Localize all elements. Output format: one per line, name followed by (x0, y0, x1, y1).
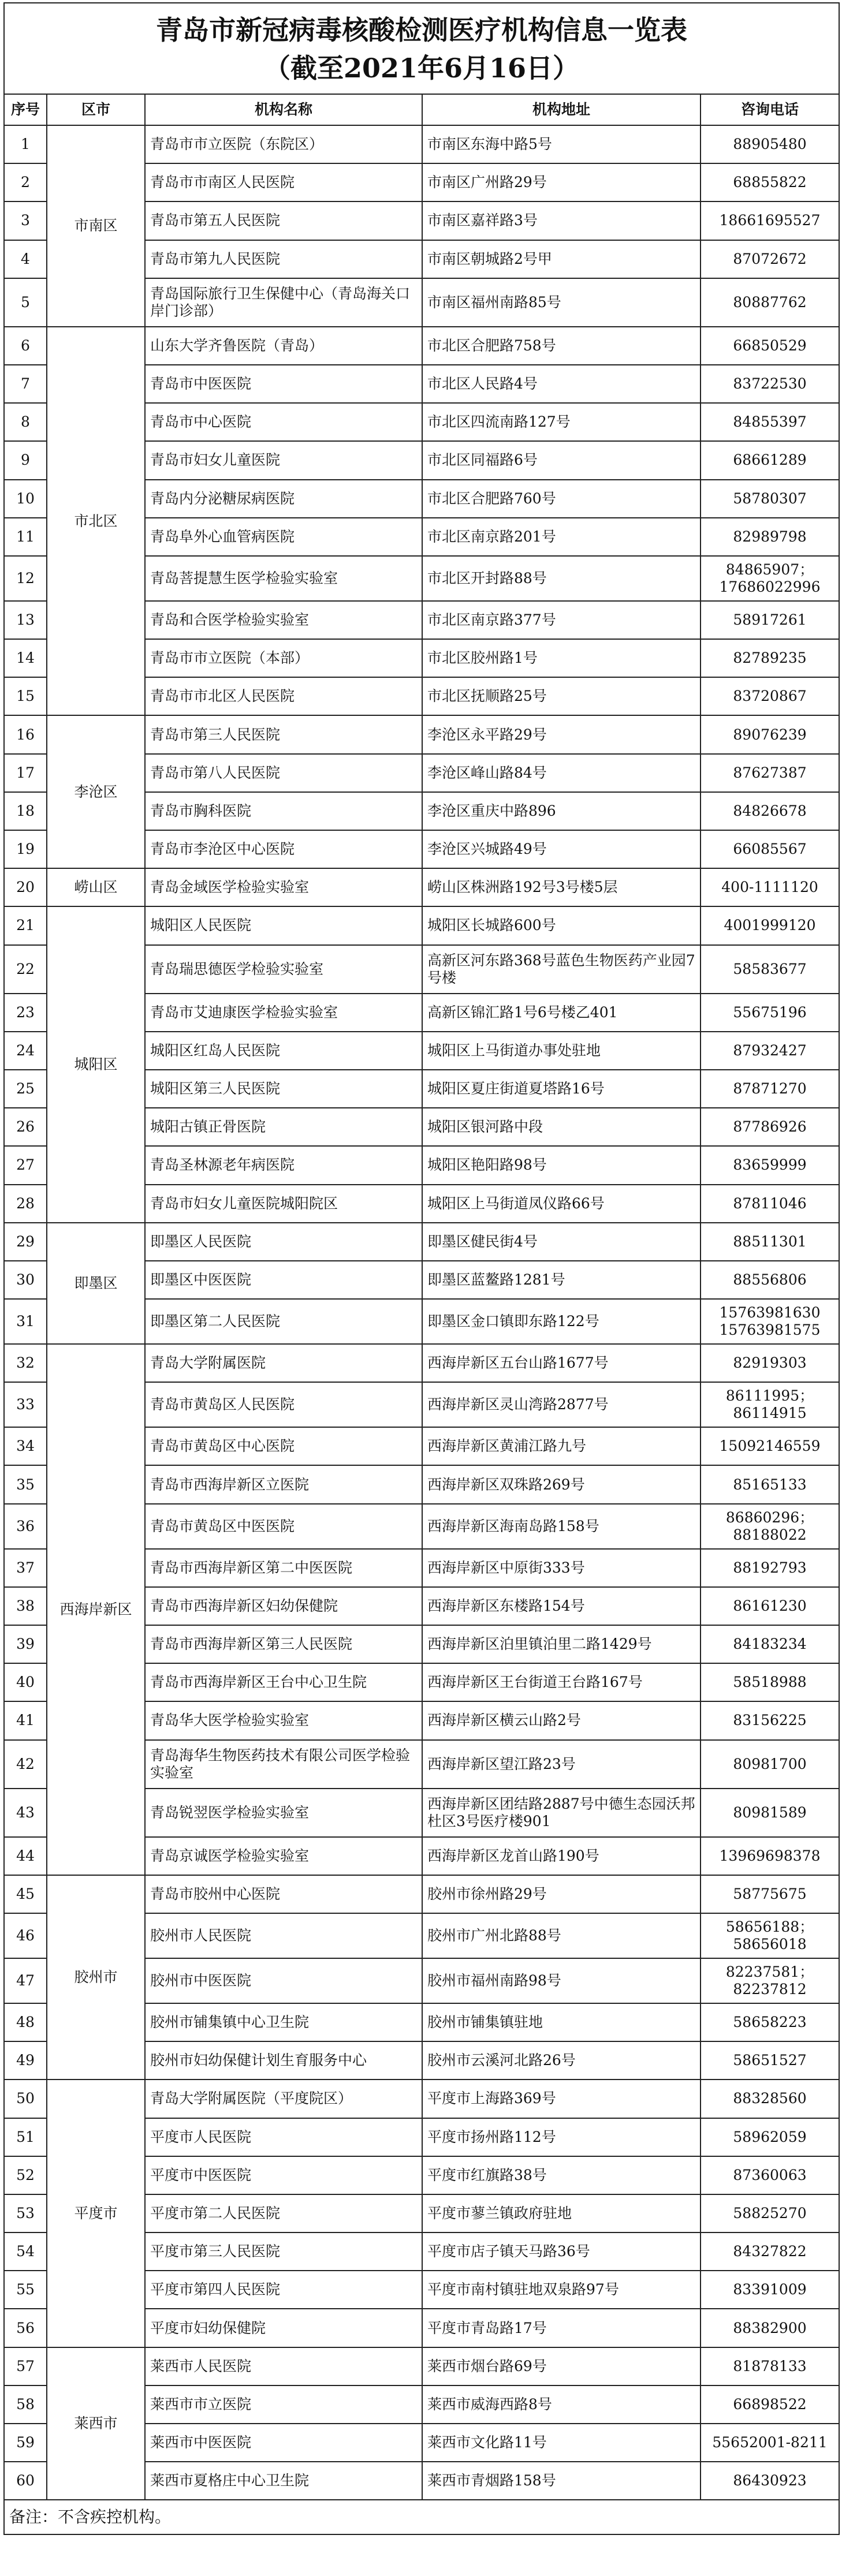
cell-seq: 58 (4, 2385, 47, 2424)
cell-seq: 21 (4, 906, 47, 944)
cell-name: 青岛市市立医院（东院区） (145, 125, 422, 163)
table-row (4, 1223, 839, 1261)
cell-phone: 84826678 (701, 792, 839, 830)
cell-phone: 15092146559 (701, 1427, 839, 1465)
cell-name: 青岛市第五人民医院 (145, 201, 422, 240)
cell-address: 西海岸新区五台山路1677号 (422, 1344, 701, 1382)
cell-phone: 89076239 (701, 715, 839, 753)
cell-seq: 4 (4, 240, 47, 278)
cell-phone: 58775675 (701, 1875, 839, 1913)
cell-phone: 87072672 (701, 240, 839, 278)
cell-phone: 87871270 (701, 1070, 839, 1108)
cell-district: 胶州市 (47, 1875, 145, 2080)
cell-address: 即墨区蓝鳌路1281号 (422, 1261, 701, 1299)
cell-seq: 13 (4, 601, 47, 639)
cell-phone: 58658223 (701, 2003, 839, 2041)
cell-address: 平度市蓼兰镇政府驻地 (422, 2194, 701, 2232)
cell-address: 西海岸新区王台街道王台路167号 (422, 1663, 701, 1701)
table-row (4, 125, 839, 163)
header-address: 机构地址 (422, 94, 701, 125)
cell-name: 青岛金域医学检验实验室 (145, 868, 422, 906)
cell-name: 山东大学齐鲁医院（青岛） (145, 327, 422, 365)
cell-phone: 15763981630 15763981575 (701, 1299, 839, 1344)
cell-name: 平度市第四人民医院 (145, 2271, 422, 2309)
cell-address: 城阳区夏庄街道夏塔路16号 (422, 1070, 701, 1108)
table-row (4, 1875, 839, 1913)
cell-name: 青岛市西海岸新区立医院 (145, 1465, 422, 1503)
cell-phone: 88382900 (701, 2309, 839, 2347)
cell-address: 西海岸新区双珠路269号 (422, 1465, 701, 1503)
cell-district: 李沧区 (47, 715, 145, 868)
cell-seq: 57 (4, 2347, 47, 2385)
cell-seq: 37 (4, 1549, 47, 1587)
cell-address: 西海岸新区灵山湾路2877号 (422, 1382, 701, 1427)
cell-address: 市南区福州南路85号 (422, 278, 701, 327)
cell-name: 平度市妇幼保健院 (145, 2309, 422, 2347)
cell-seq: 22 (4, 945, 47, 994)
cell-address: 西海岸新区横云山路2号 (422, 1701, 701, 1739)
cell-phone: 81878133 (701, 2347, 839, 2385)
table-row (4, 906, 839, 944)
cell-seq: 9 (4, 441, 47, 479)
cell-seq: 30 (4, 1261, 47, 1299)
cell-name: 莱西市夏格庄中心卫生院 (145, 2462, 422, 2500)
cell-address: 平度市青岛路17号 (422, 2309, 701, 2347)
cell-address: 即墨区健民街4号 (422, 1223, 701, 1261)
cell-phone: 86860296；88188022 (701, 1504, 839, 1549)
cell-name: 青岛市艾迪康医学检验实验室 (145, 994, 422, 1032)
cell-phone: 58825270 (701, 2194, 839, 2232)
cell-seq: 36 (4, 1504, 47, 1549)
cell-phone: 18661695527 (701, 201, 839, 240)
header-phone: 咨询电话 (701, 94, 839, 125)
cell-address: 城阳区艳阳路98号 (422, 1146, 701, 1184)
cell-phone: 58780307 (701, 480, 839, 518)
cell-district: 即墨区 (47, 1223, 145, 1344)
cell-district: 西海岸新区 (47, 1344, 145, 1875)
cell-phone: 58583677 (701, 945, 839, 994)
cell-phone: 87811046 (701, 1185, 839, 1223)
institution-table (3, 2, 840, 2535)
cell-name: 青岛市胸科医院 (145, 792, 422, 830)
cell-name: 青岛市妇女儿童医院 (145, 441, 422, 479)
cell-address: 崂山区株洲路192号3号楼5层 (422, 868, 701, 906)
cell-name: 城阳区第三人民医院 (145, 1070, 422, 1108)
cell-phone: 84865907；17686022996 (701, 556, 839, 601)
cell-name: 平度市人民医院 (145, 2118, 422, 2156)
cell-phone: 88192793 (701, 1549, 839, 1587)
cell-name: 青岛阜外心血管病医院 (145, 518, 422, 556)
cell-address: 胶州市铺集镇驻地 (422, 2003, 701, 2041)
cell-name: 青岛市第八人民医院 (145, 754, 422, 792)
cell-seq: 10 (4, 480, 47, 518)
cell-seq: 15 (4, 677, 47, 715)
cell-seq: 32 (4, 1344, 47, 1382)
footnote: 备注：不含疾控机构。 (4, 2500, 839, 2534)
cell-phone: 58917261 (701, 601, 839, 639)
cell-phone: 87786926 (701, 1108, 839, 1146)
cell-seq: 50 (4, 2080, 47, 2118)
cell-phone: 86430923 (701, 2462, 839, 2500)
cell-name: 青岛锐翌医学检验实验室 (145, 1789, 422, 1837)
table-body (4, 125, 839, 2500)
cell-name: 青岛海华生物医药技术有限公司医学检验实验室 (145, 1740, 422, 1789)
cell-name: 青岛菩提慧生医学检验实验室 (145, 556, 422, 601)
cell-name: 青岛市黄岛区中医医院 (145, 1504, 422, 1549)
cell-address: 城阳区银河路中段 (422, 1108, 701, 1146)
cell-address: 市北区南京路377号 (422, 601, 701, 639)
cell-seq: 38 (4, 1587, 47, 1625)
cell-name: 青岛市第三人民医院 (145, 715, 422, 753)
cell-name: 青岛市胶州中心医院 (145, 1875, 422, 1913)
cell-district: 市北区 (47, 327, 145, 716)
cell-seq: 41 (4, 1701, 47, 1739)
cell-phone: 84855397 (701, 403, 839, 441)
cell-phone: 83722530 (701, 365, 839, 403)
cell-name: 青岛华大医学检验实验室 (145, 1701, 422, 1739)
cell-address: 市南区朝城路2号甲 (422, 240, 701, 278)
cell-name: 胶州市人民医院 (145, 1913, 422, 1958)
cell-seq: 56 (4, 2309, 47, 2347)
cell-seq: 27 (4, 1146, 47, 1184)
cell-seq: 60 (4, 2462, 47, 2500)
cell-name: 青岛圣林源老年病医院 (145, 1146, 422, 1184)
cell-phone: 85165133 (701, 1465, 839, 1503)
cell-name: 青岛市黄岛区人民医院 (145, 1382, 422, 1427)
cell-address: 莱西市烟台路69号 (422, 2347, 701, 2385)
cell-phone: 55675196 (701, 994, 839, 1032)
cell-phone: 13969698378 (701, 1837, 839, 1875)
cell-phone: 88328560 (701, 2080, 839, 2118)
cell-name: 青岛市李沧区中心医院 (145, 830, 422, 868)
cell-phone: 88556806 (701, 1261, 839, 1299)
cell-phone: 84327822 (701, 2232, 839, 2271)
cell-seq: 40 (4, 1663, 47, 1701)
cell-seq: 12 (4, 556, 47, 601)
cell-seq: 14 (4, 639, 47, 677)
cell-seq: 5 (4, 278, 47, 327)
cell-phone: 82789235 (701, 639, 839, 677)
cell-seq: 8 (4, 403, 47, 441)
cell-district: 崂山区 (47, 868, 145, 906)
document-sheet (3, 2, 839, 2535)
cell-phone: 58656188；58656018 (701, 1913, 839, 1958)
cell-address: 即墨区金口镇即东路122号 (422, 1299, 701, 1344)
cell-phone: 83391009 (701, 2271, 839, 2309)
cell-seq: 1 (4, 125, 47, 163)
cell-address: 平度市上海路369号 (422, 2080, 701, 2118)
cell-name: 即墨区人民医院 (145, 1223, 422, 1261)
cell-phone: 87627387 (701, 754, 839, 792)
cell-phone: 80981700 (701, 1740, 839, 1789)
cell-name: 青岛市中心医院 (145, 403, 422, 441)
cell-address: 市北区合肥路760号 (422, 480, 701, 518)
cell-address: 胶州市广州北路88号 (422, 1913, 701, 1958)
cell-seq: 16 (4, 715, 47, 753)
cell-phone: 84183234 (701, 1625, 839, 1663)
header-name: 机构名称 (145, 94, 422, 125)
cell-address: 平度市红旗路38号 (422, 2156, 701, 2194)
cell-phone: 4001999120 (701, 906, 839, 944)
cell-address: 市北区合肥路758号 (422, 327, 701, 365)
cell-seq: 26 (4, 1108, 47, 1146)
cell-address: 莱西市文化路11号 (422, 2424, 701, 2462)
cell-phone: 82989798 (701, 518, 839, 556)
cell-phone: 80887762 (701, 278, 839, 327)
cell-phone: 88511301 (701, 1223, 839, 1261)
cell-address: 西海岸新区中原街333号 (422, 1549, 701, 1587)
cell-seq: 53 (4, 2194, 47, 2232)
cell-phone: 55652001-8211 (701, 2424, 839, 2462)
cell-seq: 47 (4, 1958, 47, 2003)
cell-seq: 19 (4, 830, 47, 868)
cell-phone: 83156225 (701, 1701, 839, 1739)
cell-address: 市北区南京路201号 (422, 518, 701, 556)
cell-address: 平度市南村镇驻地双泉路97号 (422, 2271, 701, 2309)
cell-phone: 66085567 (701, 830, 839, 868)
cell-address: 西海岸新区黄浦江路九号 (422, 1427, 701, 1465)
cell-address: 市北区开封路88号 (422, 556, 701, 601)
cell-name: 胶州市妇幼保健计划生育服务中心 (145, 2041, 422, 2080)
cell-seq: 24 (4, 1032, 47, 1070)
cell-address: 西海岸新区东楼路154号 (422, 1587, 701, 1625)
cell-address: 李沧区重庆中路896 (422, 792, 701, 830)
cell-phone: 80981589 (701, 1789, 839, 1837)
cell-address: 市北区同福路6号 (422, 441, 701, 479)
cell-phone: 58651527 (701, 2041, 839, 2080)
cell-address: 莱西市威海西路8号 (422, 2385, 701, 2424)
cell-seq: 29 (4, 1223, 47, 1261)
cell-name: 胶州市铺集镇中心卫生院 (145, 2003, 422, 2041)
cell-seq: 43 (4, 1789, 47, 1837)
cell-name: 青岛市妇女儿童医院城阳院区 (145, 1185, 422, 1223)
cell-phone: 400-1111120 (701, 868, 839, 906)
cell-seq: 51 (4, 2118, 47, 2156)
cell-phone: 87360063 (701, 2156, 839, 2194)
cell-name: 青岛大学附属医院 (145, 1344, 422, 1382)
cell-seq: 44 (4, 1837, 47, 1875)
cell-phone: 82919303 (701, 1344, 839, 1382)
cell-phone: 58962059 (701, 2118, 839, 2156)
cell-seq: 3 (4, 201, 47, 240)
cell-phone: 66850529 (701, 327, 839, 365)
cell-phone: 82237581；82237812 (701, 1958, 839, 2003)
cell-address: 高新区锦汇路1号6号楼乙401 (422, 994, 701, 1032)
cell-seq: 54 (4, 2232, 47, 2271)
cell-seq: 45 (4, 1875, 47, 1913)
cell-district: 市南区 (47, 125, 145, 327)
cell-name: 青岛市第九人民医院 (145, 240, 422, 278)
cell-name: 青岛市市北区人民医院 (145, 677, 422, 715)
cell-seq: 11 (4, 518, 47, 556)
cell-name: 城阳古镇正骨医院 (145, 1108, 422, 1146)
cell-name: 青岛京诚医学检验实验室 (145, 1837, 422, 1875)
cell-phone: 86161230 (701, 1587, 839, 1625)
table-row (4, 2080, 839, 2118)
cell-seq: 42 (4, 1740, 47, 1789)
cell-district: 平度市 (47, 2080, 145, 2347)
cell-address: 胶州市云溪河北路26号 (422, 2041, 701, 2080)
cell-address: 市南区广州路29号 (422, 163, 701, 201)
table-row (4, 2347, 839, 2385)
cell-address: 西海岸新区龙首山路190号 (422, 1837, 701, 1875)
cell-seq: 31 (4, 1299, 47, 1344)
cell-name: 青岛市西海岸新区王台中心卫生院 (145, 1663, 422, 1701)
cell-seq: 33 (4, 1382, 47, 1427)
cell-name: 青岛和合医学检验实验室 (145, 601, 422, 639)
table-row (4, 715, 839, 753)
cell-name: 青岛内分泌糖尿病医院 (145, 480, 422, 518)
cell-name: 青岛市中医医院 (145, 365, 422, 403)
cell-address: 西海岸新区泊里镇泊里二路1429号 (422, 1625, 701, 1663)
cell-seq: 17 (4, 754, 47, 792)
cell-seq: 28 (4, 1185, 47, 1223)
table-row (4, 1344, 839, 1382)
cell-seq: 18 (4, 792, 47, 830)
cell-phone: 68661289 (701, 441, 839, 479)
cell-name: 青岛市黄岛区中心医院 (145, 1427, 422, 1465)
cell-seq: 7 (4, 365, 47, 403)
header-seq: 序号 (4, 94, 47, 125)
cell-name: 即墨区中医医院 (145, 1261, 422, 1299)
cell-address: 平度市扬州路112号 (422, 2118, 701, 2156)
cell-address: 李沧区兴城路49号 (422, 830, 701, 868)
cell-name: 城阳区红岛人民医院 (145, 1032, 422, 1070)
cell-address: 胶州市福州南路98号 (422, 1958, 701, 2003)
cell-seq: 49 (4, 2041, 47, 2080)
header-district: 区市 (47, 94, 145, 125)
cell-address: 市北区抚顺路25号 (422, 677, 701, 715)
cell-address: 平度市店子镇天马路36号 (422, 2232, 701, 2271)
cell-name: 青岛市市南区人民医院 (145, 163, 422, 201)
cell-address: 莱西市青烟路158号 (422, 2462, 701, 2500)
cell-phone: 66898522 (701, 2385, 839, 2424)
cell-address: 市北区四流南路127号 (422, 403, 701, 441)
cell-seq: 46 (4, 1913, 47, 1958)
table-row (4, 868, 839, 906)
cell-seq: 39 (4, 1625, 47, 1663)
cell-name: 胶州市中医医院 (145, 1958, 422, 2003)
cell-name: 青岛市西海岸新区第三人民医院 (145, 1625, 422, 1663)
cell-seq: 23 (4, 994, 47, 1032)
cell-address: 城阳区长城路600号 (422, 906, 701, 944)
cell-seq: 6 (4, 327, 47, 365)
cell-address: 高新区河东路368号蓝色生物医药产业园7号楼 (422, 945, 701, 994)
cell-address: 西海岸新区团结路2887号中德生态园沃邦杜区3号医疗楼901 (422, 1789, 701, 1837)
cell-seq: 20 (4, 868, 47, 906)
cell-phone: 88905480 (701, 125, 839, 163)
cell-name: 莱西市人民医院 (145, 2347, 422, 2385)
cell-name: 青岛大学附属医院（平度院区） (145, 2080, 422, 2118)
cell-address: 李沧区峰山路84号 (422, 754, 701, 792)
cell-address: 市北区人民路4号 (422, 365, 701, 403)
cell-name: 城阳区人民医院 (145, 906, 422, 944)
cell-name: 青岛市西海岸新区妇幼保健院 (145, 1587, 422, 1625)
cell-seq: 48 (4, 2003, 47, 2041)
cell-phone: 58518988 (701, 1663, 839, 1701)
cell-name: 莱西市中医医院 (145, 2424, 422, 2462)
cell-phone: 83659999 (701, 1146, 839, 1184)
cell-seq: 35 (4, 1465, 47, 1503)
cell-name: 即墨区第二人民医院 (145, 1299, 422, 1344)
cell-name: 平度市第二人民医院 (145, 2194, 422, 2232)
cell-seq: 2 (4, 163, 47, 201)
cell-address: 市北区胶州路1号 (422, 639, 701, 677)
cell-seq: 25 (4, 1070, 47, 1108)
cell-district: 城阳区 (47, 906, 145, 1222)
cell-name: 青岛国际旅行卫生保健中心（青岛海关口岸门诊部） (145, 278, 422, 327)
cell-district: 莱西市 (47, 2347, 145, 2500)
cell-address: 李沧区永平路29号 (422, 715, 701, 753)
cell-seq: 59 (4, 2424, 47, 2462)
header-row (4, 94, 839, 125)
cell-address: 西海岸新区海南岛路158号 (422, 1504, 701, 1549)
cell-address: 城阳区上马街道办事处驻地 (422, 1032, 701, 1070)
cell-address: 市南区东海中路5号 (422, 125, 701, 163)
cell-name: 青岛瑞思德医学检验实验室 (145, 945, 422, 994)
cell-address: 市南区嘉祥路3号 (422, 201, 701, 240)
cell-phone: 83720867 (701, 677, 839, 715)
cell-phone: 86111995；86114915 (701, 1382, 839, 1427)
cell-name: 青岛市市立医院（本部） (145, 639, 422, 677)
cell-name: 平度市中医医院 (145, 2156, 422, 2194)
cell-seq: 34 (4, 1427, 47, 1465)
cell-address: 胶州市徐州路29号 (422, 1875, 701, 1913)
cell-address: 西海岸新区望江路23号 (422, 1740, 701, 1789)
table-row (4, 327, 839, 365)
cell-name: 平度市第三人民医院 (145, 2232, 422, 2271)
page-title: 青岛市新冠病毒核酸检测医疗机构信息一览表 (156, 14, 688, 46)
cell-seq: 55 (4, 2271, 47, 2309)
cell-phone: 68855822 (701, 163, 839, 201)
page-subtitle: （截至2021年6月16日） (263, 53, 580, 84)
cell-name: 青岛市西海岸新区第二中医医院 (145, 1549, 422, 1587)
cell-seq: 52 (4, 2156, 47, 2194)
cell-name: 莱西市市立医院 (145, 2385, 422, 2424)
cell-phone: 87932427 (701, 1032, 839, 1070)
cell-address: 城阳区上马街道凤仪路66号 (422, 1185, 701, 1223)
table-title-cell (4, 3, 839, 94)
